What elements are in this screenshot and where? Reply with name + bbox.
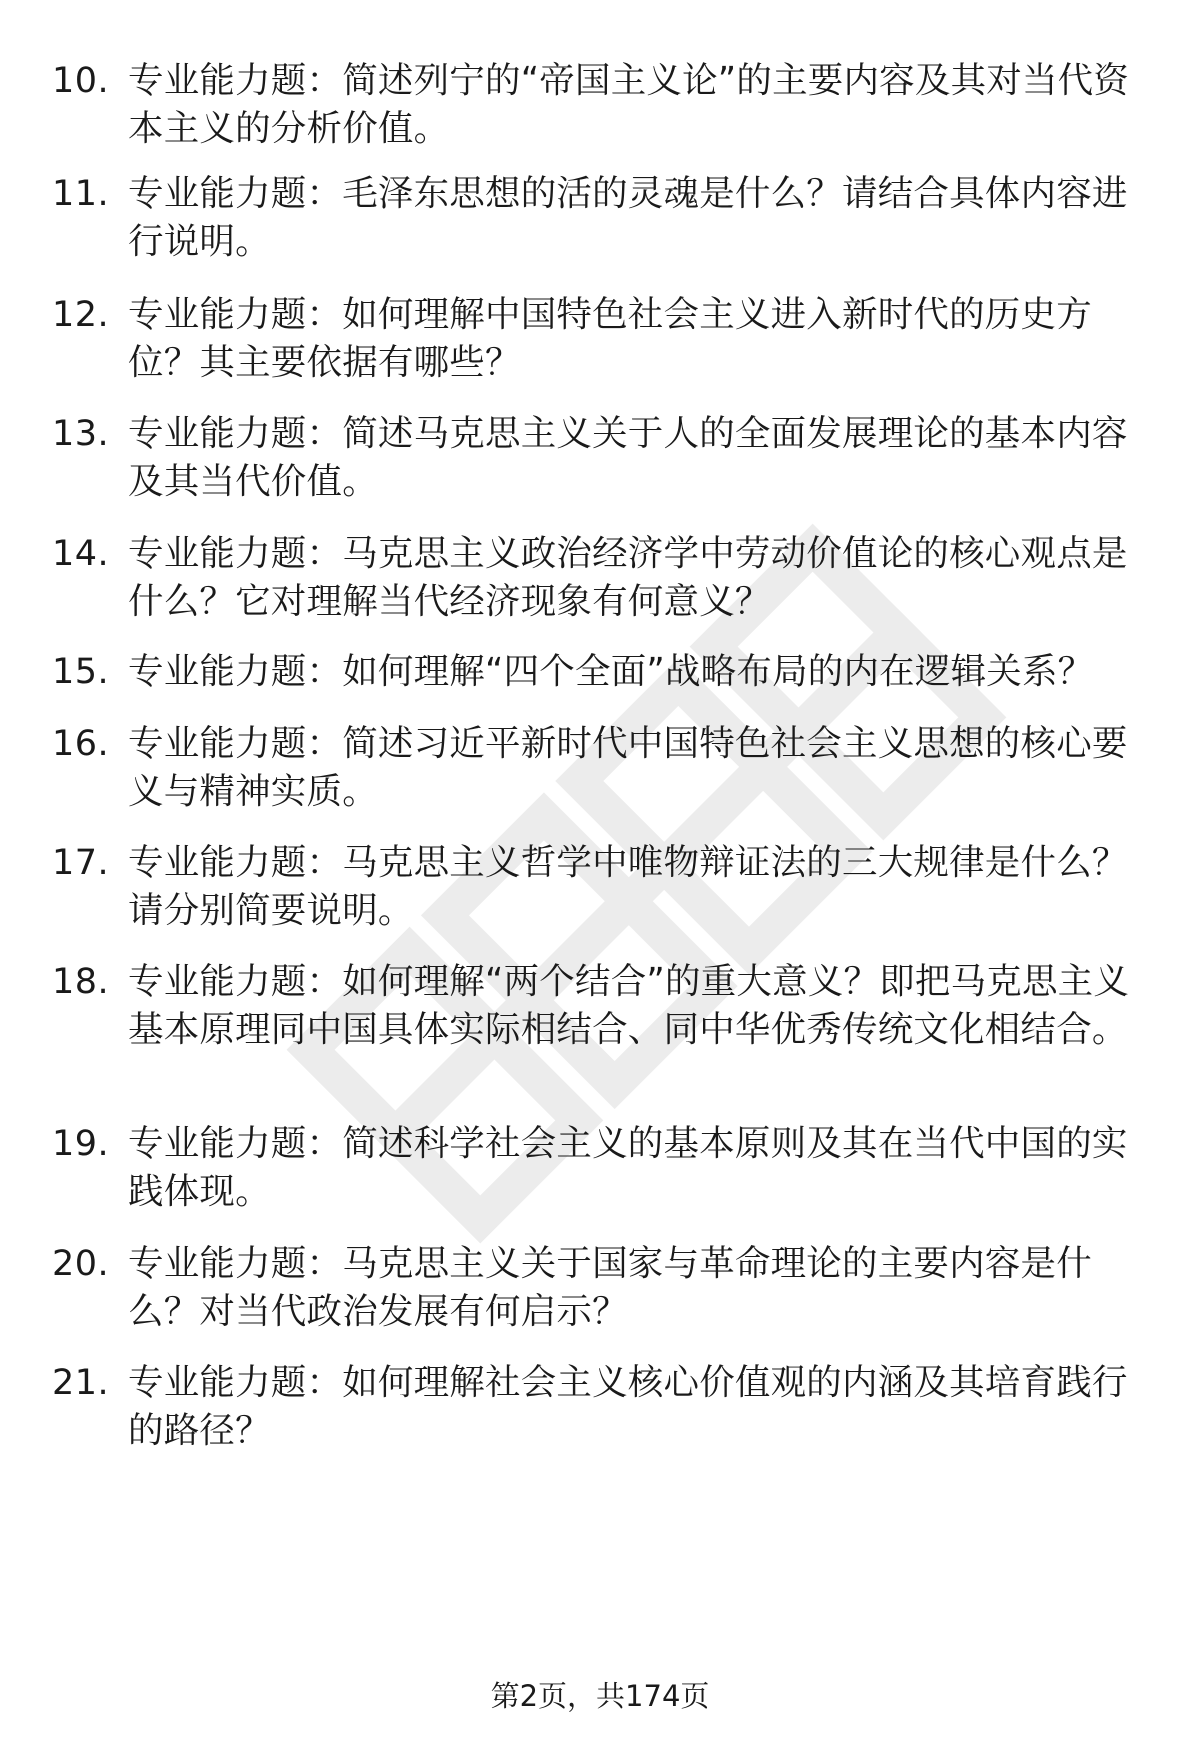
question-number: 14.: [52, 534, 110, 574]
question-number: 12.: [52, 295, 110, 335]
question-number: 10.: [52, 61, 110, 101]
question-text: 专业能力题：马克思主义哲学中唯物辩证法的三大规律是什么？请分别简要说明。: [128, 842, 1128, 931]
question-text: 专业能力题：如何理解社会主义核心价值观的内涵及其培育践行的路径？: [128, 1362, 1128, 1451]
question-number: 15.: [52, 652, 110, 692]
question-number: 17.: [52, 843, 110, 883]
question-number: 19.: [52, 1124, 110, 1164]
question-text: 专业能力题：简述习近平新时代中国特色社会主义思想的核心要义与精神实质。: [128, 723, 1128, 812]
question-text: 专业能力题：如何理解“四个全面”战略布局的内在逻辑关系？: [128, 651, 1094, 692]
question-number: 20.: [52, 1244, 110, 1284]
question-text: 专业能力题：马克思主义政治经济学中劳动价值论的核心观点是什么？它对理解当代经济现象有何意义？: [128, 533, 1128, 622]
question-text: 专业能力题：马克思主义关于国家与革命理论的主要内容是什么？对当代政治发展有何启示？: [128, 1243, 1092, 1332]
question-number: 21.: [52, 1363, 110, 1403]
question-text: 专业能力题：如何理解“两个结合”的重大意义？即把马克思主义基本原理同中国具体实际相结合、同中华优秀传统文化相结合。: [128, 961, 1130, 1050]
question-number: 16.: [52, 724, 110, 764]
question-text: 专业能力题：简述马克思主义关于人的全面发展理论的基本内容及其当代价值。: [128, 413, 1128, 502]
question-text: 专业能力题：简述科学社会主义的基本原则及其在当代中国的实践体现。: [128, 1123, 1128, 1212]
question-text: 专业能力题：毛泽东思想的活的灵魂是什么？请结合具体内容进行说明。: [128, 173, 1128, 262]
question-number: 13.: [52, 414, 110, 454]
question-number: 11.: [52, 174, 110, 214]
question-number: 18.: [52, 962, 110, 1002]
question-text: 专业能力题：简述列宁的“帝国主义论”的主要内容及其对当代资本主义的分析价值。: [128, 60, 1130, 149]
page-indicator: 第2页，共174页: [490, 1679, 710, 1713]
question-text: 专业能力题：如何理解中国特色社会主义进入新时代的历史方位？其主要依据有哪些？: [128, 294, 1092, 383]
